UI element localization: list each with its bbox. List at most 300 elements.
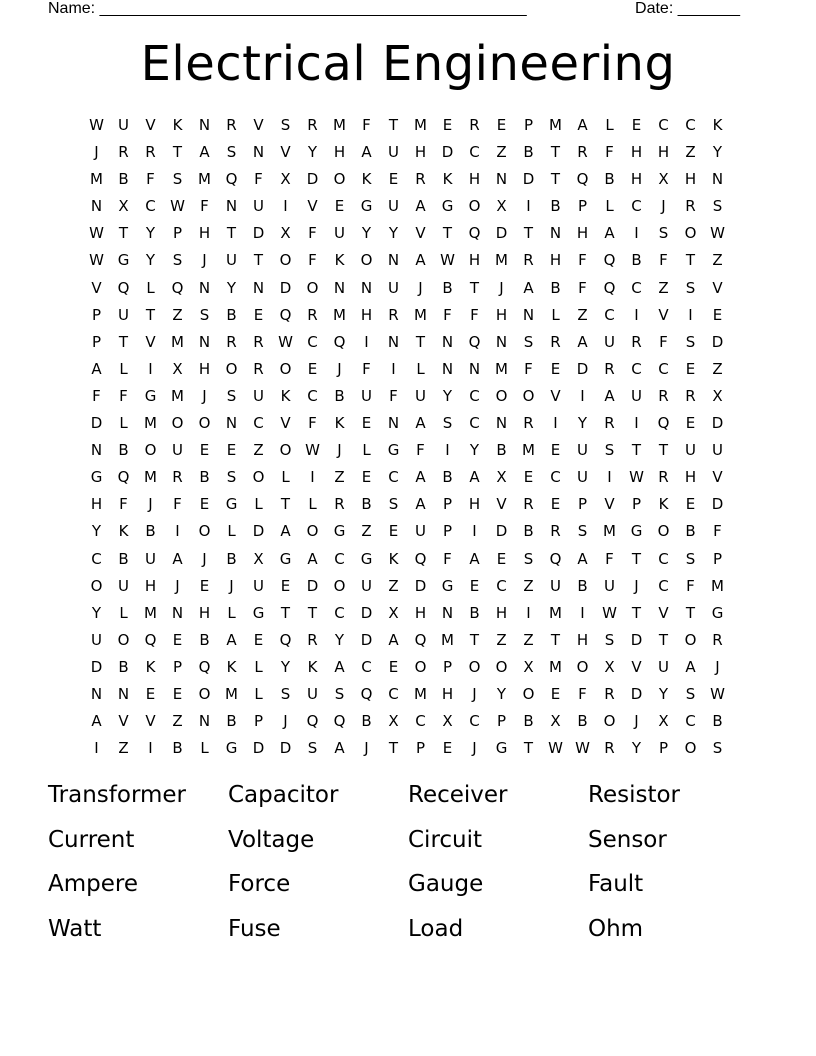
grid-letter: R (307, 305, 318, 324)
grid-letter: U (226, 251, 237, 270)
grid-letter: E (496, 549, 507, 568)
grid-letter: V (658, 305, 669, 324)
grid-letter: T (280, 603, 291, 622)
grid-letter: J (499, 278, 504, 297)
grid-letter: X (172, 359, 183, 378)
grid-letter: U (172, 441, 183, 460)
grid-letter: T (469, 630, 480, 649)
grid-letter: F (470, 305, 479, 324)
grid-letter: A (307, 549, 318, 568)
grid-letter: D (630, 630, 643, 649)
grid-letter: Q (549, 549, 562, 568)
grid-letter: U (388, 278, 399, 297)
grid-letter: K (145, 657, 156, 676)
grid-letter: M (711, 576, 724, 595)
grid-letter: M (495, 359, 508, 378)
grid-letter: O (225, 359, 238, 378)
grid-letter: D (711, 332, 724, 351)
grid-letter: C (469, 386, 480, 405)
grid-letter: N (198, 712, 211, 731)
grid-letter: C (145, 197, 156, 216)
grid-letter: S (523, 549, 534, 568)
grid-letter: J (661, 197, 666, 216)
grid-letter: Z (361, 522, 372, 541)
grid-row (83, 275, 731, 302)
grid-letter: F (578, 684, 587, 703)
grid-letter: H (684, 170, 697, 189)
grid-letter: K (388, 549, 399, 568)
grid-letter: L (605, 197, 614, 216)
grid-letter: G (90, 468, 103, 487)
grid-letter: F (389, 386, 398, 405)
grid-letter: W (440, 251, 455, 270)
grid-letter: M (225, 684, 238, 703)
grid-letter: C (658, 549, 669, 568)
grid-letter: S (307, 739, 318, 758)
grid-letter: A (685, 657, 696, 676)
grid-letter: M (198, 170, 211, 189)
grid-letter: C (631, 278, 642, 297)
grid-letter: U (415, 386, 426, 405)
grid-letter: T (226, 224, 237, 243)
grid-letter: P (577, 197, 588, 216)
grid-letter: E (550, 359, 561, 378)
grid-letter: G (117, 251, 130, 270)
grid-letter: K (442, 170, 453, 189)
grid-letter: V (145, 332, 156, 351)
grid-letter: F (686, 576, 695, 595)
grid-letter: S (685, 278, 696, 297)
letter-grid (83, 112, 731, 762)
grid-letter: I (148, 359, 153, 378)
word-list-item: Fault (588, 871, 644, 897)
word-list-item: Capacitor (228, 782, 339, 808)
word-list-item: Ohm (588, 915, 644, 942)
grid-letter: P (442, 657, 453, 676)
grid-letter: S (226, 143, 237, 162)
grid-letter: E (469, 576, 480, 595)
grid-letter: Z (712, 359, 723, 378)
grid-letter: N (441, 359, 454, 378)
grid-letter: T (253, 251, 264, 270)
grid-letter: O (495, 386, 508, 405)
grid-letter: N (549, 224, 562, 243)
grid-letter: U (631, 386, 642, 405)
grid-letter: H (468, 495, 481, 514)
grid-letter: U (253, 197, 264, 216)
grid-letter: V (496, 495, 507, 514)
grid-letter: H (468, 170, 481, 189)
grid-letter: W (170, 197, 185, 216)
grid-letter: D (252, 224, 265, 243)
grid-letter: O (279, 441, 292, 460)
grid-letter: B (685, 522, 696, 541)
grid-letter: Z (172, 712, 183, 731)
grid-letter: N (198, 116, 211, 134)
grid-letter: P (91, 305, 102, 324)
grid-letter: U (577, 441, 588, 460)
grid-letter: I (364, 332, 369, 351)
grid-letter: X (712, 386, 723, 405)
word-list-item: Fuse (228, 915, 281, 942)
grid-letter: C (307, 386, 318, 405)
grid-letter: E (334, 197, 345, 216)
grid-letter: B (226, 549, 237, 568)
grid-letter: Y (496, 684, 507, 703)
grid-letter: M (333, 116, 346, 134)
grid-letter: I (526, 603, 531, 622)
grid-letter: D (360, 630, 373, 649)
grid-letter: O (684, 630, 697, 649)
grid-letter: T (658, 630, 669, 649)
grid-letter: R (550, 332, 561, 351)
grid-letter: K (307, 657, 318, 676)
grid-letter: F (362, 116, 371, 134)
grid-letter: V (280, 414, 291, 433)
grid-letter: T (145, 305, 156, 324)
grid-letter: D (576, 359, 589, 378)
grid-letter: Y (334, 630, 345, 649)
grid-letter: R (253, 359, 264, 378)
grid-letter: E (361, 468, 372, 487)
grid-row (83, 546, 731, 573)
grid-letter: B (631, 251, 642, 270)
grid-row (83, 166, 731, 193)
grid-letter: H (198, 603, 211, 622)
grid-letter: Q (117, 468, 130, 487)
grid-letter: J (337, 359, 342, 378)
grid-letter: L (119, 603, 128, 622)
grid-letter: V (712, 468, 723, 487)
grid-letter: W (710, 224, 725, 243)
grid-letter: Z (577, 305, 588, 324)
grid-letter: S (226, 386, 237, 405)
grid-letter: Y (712, 143, 723, 162)
grid-letter: S (685, 549, 696, 568)
grid-letter: G (441, 576, 454, 595)
grid-letter: F (308, 224, 317, 243)
word-list-item: Sensor (588, 826, 667, 853)
grid-letter: I (634, 224, 639, 243)
grid-letter: H (414, 603, 427, 622)
grid-row (83, 112, 731, 139)
grid-letter: N (495, 332, 508, 351)
grid-letter: F (119, 495, 128, 514)
grid-letter: F (605, 143, 614, 162)
grid-letter: I (391, 359, 396, 378)
grid-letter: A (388, 630, 399, 649)
word-list-item: Transformer (48, 782, 187, 808)
grid-letter: K (712, 116, 723, 134)
grid-letter: Y (145, 251, 156, 270)
word-list-item: Gauge (408, 871, 484, 897)
grid-letter: Z (388, 576, 399, 595)
grid-letter: C (388, 684, 399, 703)
grid-letter: Q (468, 224, 481, 243)
grid-letter: K (118, 522, 129, 541)
grid-letter: Q (414, 630, 427, 649)
grid-letter: D (252, 522, 265, 541)
grid-letter: X (496, 468, 507, 487)
grid-letter: H (495, 603, 508, 622)
grid-letter: T (685, 603, 696, 622)
grid-letter: R (253, 332, 264, 351)
grid-row (83, 681, 731, 708)
grid-letter: P (442, 522, 453, 541)
grid-letter: Z (685, 143, 696, 162)
grid-letter: H (90, 495, 103, 514)
grid-letter: R (523, 495, 534, 514)
grid-letter: X (280, 170, 291, 189)
grid-letter: O (279, 251, 292, 270)
grid-letter: Q (117, 278, 130, 297)
grid-letter: W (629, 468, 644, 487)
grid-letter: U (361, 386, 372, 405)
grid-letter: G (333, 522, 346, 541)
grid-letter: I (283, 197, 288, 216)
grid-letter: F (659, 251, 668, 270)
grid-letter: J (202, 251, 207, 270)
grid-letter: W (89, 251, 104, 270)
grid-letter: C (307, 332, 318, 351)
grid-letter: H (468, 251, 481, 270)
grid-letter: U (334, 224, 345, 243)
grid-letter: B (118, 170, 129, 189)
grid-letter: S (172, 251, 183, 270)
grid-letter: G (225, 739, 238, 758)
grid-letter: I (580, 603, 585, 622)
grid-letter: T (469, 278, 480, 297)
grid-letter: Q (306, 712, 319, 731)
grid-letter: F (443, 305, 452, 324)
grid-letter: P (253, 712, 264, 731)
grid-letter: P (496, 712, 507, 731)
grid-letter: D (279, 278, 292, 297)
grid-letter: N (711, 170, 724, 189)
grid-letter: C (361, 657, 372, 676)
grid-letter: T (118, 224, 129, 243)
grid-letter: Q (279, 305, 292, 324)
grid-letter: W (278, 332, 293, 351)
grid-letter: L (308, 495, 317, 514)
grid-letter: T (550, 143, 561, 162)
grid-letter: A (523, 278, 534, 297)
grid-letter: A (577, 549, 588, 568)
grid-letter: G (441, 197, 454, 216)
grid-letter: B (577, 712, 588, 731)
grid-row (83, 329, 731, 356)
grid-letter: E (172, 630, 183, 649)
grid-letter: G (279, 549, 292, 568)
grid-letter: W (575, 739, 590, 758)
grid-letter: Z (712, 251, 723, 270)
word-list-item: Ampere (48, 871, 138, 897)
grid-letter: H (549, 251, 562, 270)
grid-letter: V (280, 143, 291, 162)
grid-letter: H (495, 305, 508, 324)
grid-letter: V (658, 603, 669, 622)
word-list-item: Resistor (588, 782, 680, 808)
grid-letter: C (685, 116, 696, 134)
grid-letter: Q (225, 170, 238, 189)
grid-letter: R (604, 684, 615, 703)
grid-letter: M (144, 414, 157, 433)
grid-letter: P (523, 116, 534, 134)
grid-letter: O (306, 278, 319, 297)
grid-letter: A (604, 386, 615, 405)
grid-letter: W (89, 224, 104, 243)
grid-letter: U (415, 522, 426, 541)
grid-row (83, 600, 731, 627)
grid-letter: X (442, 712, 453, 731)
grid-letter: S (172, 170, 183, 189)
grid-letter: G (252, 603, 265, 622)
grid-letter: I (94, 739, 99, 758)
grid-row (83, 573, 731, 600)
grid-letter: F (119, 386, 128, 405)
grid-letter: U (118, 576, 129, 595)
grid-letter: A (199, 143, 210, 162)
grid-letter: O (495, 657, 508, 676)
page-title: Electrical Engineering (140, 36, 676, 92)
grid-letter: Q (603, 251, 616, 270)
grid-letter: J (202, 549, 207, 568)
grid-letter: T (550, 170, 561, 189)
grid-letter: H (144, 576, 157, 595)
grid-letter: R (604, 359, 615, 378)
grid-letter: R (226, 116, 237, 134)
grid-letter: O (468, 197, 481, 216)
grid-letter: X (253, 549, 264, 568)
grid-letter: O (306, 522, 319, 541)
grid-letter: B (172, 739, 183, 758)
grid-letter: A (91, 712, 102, 731)
grid-letter: M (549, 603, 562, 622)
grid-letter: C (658, 359, 669, 378)
grid-letter: H (198, 359, 211, 378)
grid-letter: J (175, 576, 180, 595)
grid-letter: C (685, 712, 696, 731)
grid-letter: X (496, 197, 507, 216)
grid-letter: Y (577, 414, 588, 433)
grid-letter: F (92, 386, 101, 405)
grid-letter: B (523, 143, 534, 162)
grid-letter: A (280, 522, 291, 541)
grid-letter: L (227, 603, 236, 622)
grid-letter: Y (226, 278, 237, 297)
grid-letter: U (307, 684, 318, 703)
grid-letter: L (281, 468, 290, 487)
grid-letter: H (630, 143, 643, 162)
grid-letter: N (387, 251, 400, 270)
grid-letter: O (360, 251, 373, 270)
grid-letter: K (172, 116, 183, 134)
grid-letter: X (658, 712, 669, 731)
grid-letter: E (388, 170, 399, 189)
grid-letter: O (144, 441, 157, 460)
grid-letter: T (631, 603, 642, 622)
grid-letter: U (712, 441, 723, 460)
grid-letter: B (118, 549, 129, 568)
grid-letter: E (631, 116, 642, 134)
grid-letter: T (550, 630, 561, 649)
grid-letter: D (252, 739, 265, 758)
grid-letter: F (146, 170, 155, 189)
grid-letter: Z (658, 278, 669, 297)
word-list-item: Current (48, 826, 135, 853)
grid-letter: N (90, 684, 103, 703)
grid-letter: F (659, 332, 668, 351)
grid-letter: P (415, 739, 426, 758)
grid-letter: B (523, 522, 534, 541)
grid-letter: F (308, 251, 317, 270)
grid-letter: N (90, 441, 103, 460)
grid-letter: I (553, 414, 558, 433)
grid-letter: U (145, 549, 156, 568)
name-field: Name: ________________________________________________ (48, 0, 527, 17)
grid-letter: N (387, 414, 400, 433)
grid-letter: J (202, 386, 207, 405)
grid-letter: O (279, 359, 292, 378)
grid-row (83, 410, 731, 437)
grid-letter: R (469, 116, 480, 134)
grid-letter: R (523, 414, 534, 433)
grid-letter: O (198, 414, 211, 433)
grid-letter: M (90, 170, 103, 189)
grid-letter: F (605, 549, 614, 568)
grid-letter: N (171, 603, 184, 622)
grid-letter: R (604, 739, 615, 758)
grid-letter: D (441, 143, 454, 162)
grid-letter: B (145, 522, 156, 541)
grid-row (83, 437, 731, 464)
grid-letter: N (495, 170, 508, 189)
grid-letter: H (414, 143, 427, 162)
grid-letter: A (91, 359, 102, 378)
grid-letter: R (388, 305, 399, 324)
grid-letter: D (279, 739, 292, 758)
grid-letter: D (711, 495, 724, 514)
grid-letter: V (550, 386, 561, 405)
grid-letter: V (145, 712, 156, 731)
grid-letter: C (469, 712, 480, 731)
grid-letter: G (144, 386, 157, 405)
grid-letter: M (549, 657, 562, 676)
grid-letter: N (495, 414, 508, 433)
grid-letter: T (631, 441, 642, 460)
grid-letter: C (658, 576, 669, 595)
grid-letter: O (198, 522, 211, 541)
grid-letter: F (578, 251, 587, 270)
grid-letter: R (658, 386, 669, 405)
grid-row (83, 220, 731, 247)
grid-letter: K (280, 386, 291, 405)
grid-letter: M (549, 116, 562, 134)
grid-letter: X (388, 603, 399, 622)
grid-letter: E (253, 305, 264, 324)
grid-letter: C (469, 414, 480, 433)
grid-letter: D (630, 684, 643, 703)
grid-letter: E (280, 576, 291, 595)
grid-row (83, 654, 731, 681)
grid-letter: E (685, 359, 696, 378)
grid-letter: O (522, 684, 535, 703)
date-field: Date: _______ (635, 0, 740, 17)
grid-row (83, 247, 731, 274)
grid-letter: J (634, 576, 639, 595)
grid-letter: B (577, 576, 588, 595)
grid-letter: F (578, 278, 587, 297)
